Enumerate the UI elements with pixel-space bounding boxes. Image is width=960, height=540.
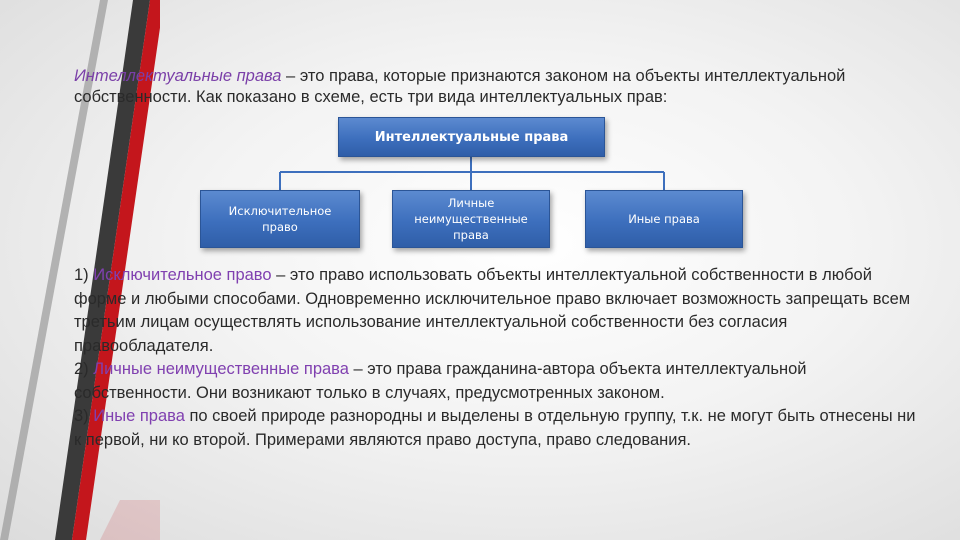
diagram-root-box: Интеллектуальные права bbox=[338, 117, 605, 157]
item-text: – это права гражданина-автора объекта интеллектуальной собственности. Они возникают только в случаях, предусмотренных законом. bbox=[74, 360, 807, 402]
item-number: 3) bbox=[74, 407, 94, 425]
item-term: Иные права bbox=[93, 407, 185, 425]
item-number: 1) bbox=[74, 266, 94, 284]
item-exclusive-right bbox=[74, 264, 924, 358]
item-term: Исключительное право bbox=[93, 266, 272, 284]
intro-term: Интеллектуальные права bbox=[74, 67, 282, 85]
item-number: 2) bbox=[74, 360, 94, 378]
diagram-box-other-rights: Иные права bbox=[585, 190, 743, 248]
diagram-box-personal-rights: Личные неимущественные права bbox=[392, 190, 550, 248]
intro-text: – это права, которые признаются законом на объекты интеллектуальной собственности. Как показано в схеме, есть три вида интеллектуальных прав: bbox=[74, 67, 846, 106]
item-term: Личные неимущественные права bbox=[93, 360, 349, 378]
rights-description bbox=[74, 264, 924, 452]
diagram-box-exclusive-right: Исключительное право bbox=[200, 190, 360, 248]
item-personal-rights bbox=[74, 358, 924, 405]
item-text: – это право использовать объекты интеллектуальной собственности в любой форме и любыми способами. Одновременно исключительное право включает возможность запрещать всем третьим лицам осуществлять использование интеллектуальной собственности без согласия правообладателя. bbox=[74, 266, 911, 355]
item-text: по своей природе разнородны и выделены в отдельную группу, т.к. не могут быть отнесены ни к первой, ни ко второй. Примерами являются право доступа, право следования. bbox=[74, 407, 916, 449]
item-other-rights bbox=[74, 405, 924, 452]
